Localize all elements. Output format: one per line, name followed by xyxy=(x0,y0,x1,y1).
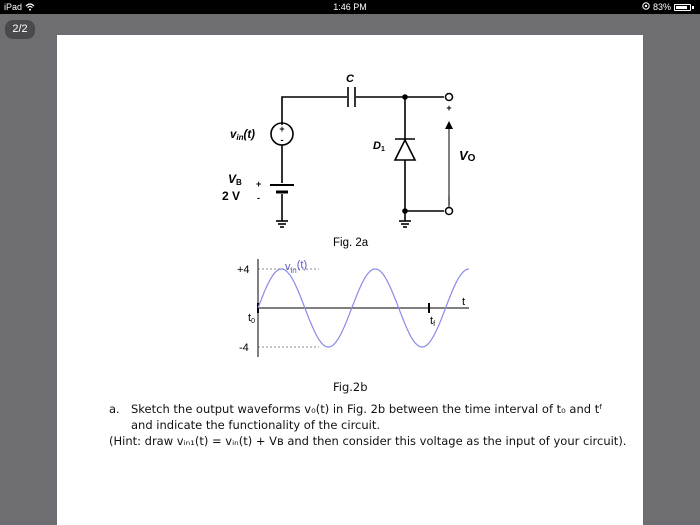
signal-label: $v_{in}(t)$ xyxy=(285,259,308,275)
ground-left xyxy=(276,221,288,227)
capacitor-label: C xyxy=(346,73,354,85)
question-hint: (Hint: draw vᵢₙ₁(t) = vᵢₙ(t) + Vʙ and then consider this voltage as the input of your circuit). xyxy=(109,434,627,448)
vin-label: vin(t) xyxy=(230,129,256,142)
source-minus: - xyxy=(280,135,284,145)
location-icon xyxy=(642,2,650,12)
question-label: a. xyxy=(109,402,120,416)
wire-top-left xyxy=(282,97,347,125)
question-line-2: and indicate the functionality of the circuit. xyxy=(131,418,381,432)
vo-label: VO xyxy=(459,148,476,164)
question-item xyxy=(109,401,629,417)
output-plus: + xyxy=(446,103,452,113)
fig2b-caption: Fig.2b xyxy=(333,380,368,394)
output-terminal-top xyxy=(446,94,453,101)
t0-label: t0 xyxy=(248,312,255,325)
node-dot-top xyxy=(402,94,408,100)
output-terminal-bottom xyxy=(446,208,453,215)
circuit-diagram xyxy=(270,87,453,227)
y-min-label: -4 xyxy=(239,342,249,354)
battery-fill xyxy=(676,6,687,9)
battery-tip xyxy=(692,6,694,9)
source-plus: + xyxy=(279,124,285,134)
waveform-plot xyxy=(237,259,469,357)
question-line-1: Sketch the output waveforms v₀(t) in Fig. 2b between the time interval of t₀ and tᶠ xyxy=(131,402,603,416)
t-axis-label: t xyxy=(462,296,466,308)
document-page xyxy=(57,35,643,525)
status-time: 1:46 PM xyxy=(333,2,367,12)
vb-label: VB xyxy=(228,172,242,187)
battery-minus: - xyxy=(257,193,260,203)
status-bar xyxy=(0,0,700,14)
battery-icon xyxy=(674,4,691,11)
output-minus: | xyxy=(447,195,451,205)
diode-label: D1 xyxy=(373,140,385,153)
y-max-label: +4 xyxy=(237,264,250,276)
vo-arrow-head xyxy=(445,121,453,129)
node-dot-bottom xyxy=(402,208,408,214)
battery-plus: + xyxy=(256,179,262,189)
ground-right xyxy=(399,221,411,227)
device-name: iPad xyxy=(4,2,23,12)
vb-value: 2 V xyxy=(222,189,241,203)
diode-symbol xyxy=(395,139,415,160)
page-indicator[interactable]: 2/2 xyxy=(5,20,35,39)
fig2a-caption: Fig. 2a xyxy=(333,237,369,249)
question-block xyxy=(109,401,629,449)
figures xyxy=(57,35,643,395)
battery-percent: 83% xyxy=(652,2,671,12)
status-right xyxy=(642,2,694,12)
tf-label: tf xyxy=(430,315,436,328)
